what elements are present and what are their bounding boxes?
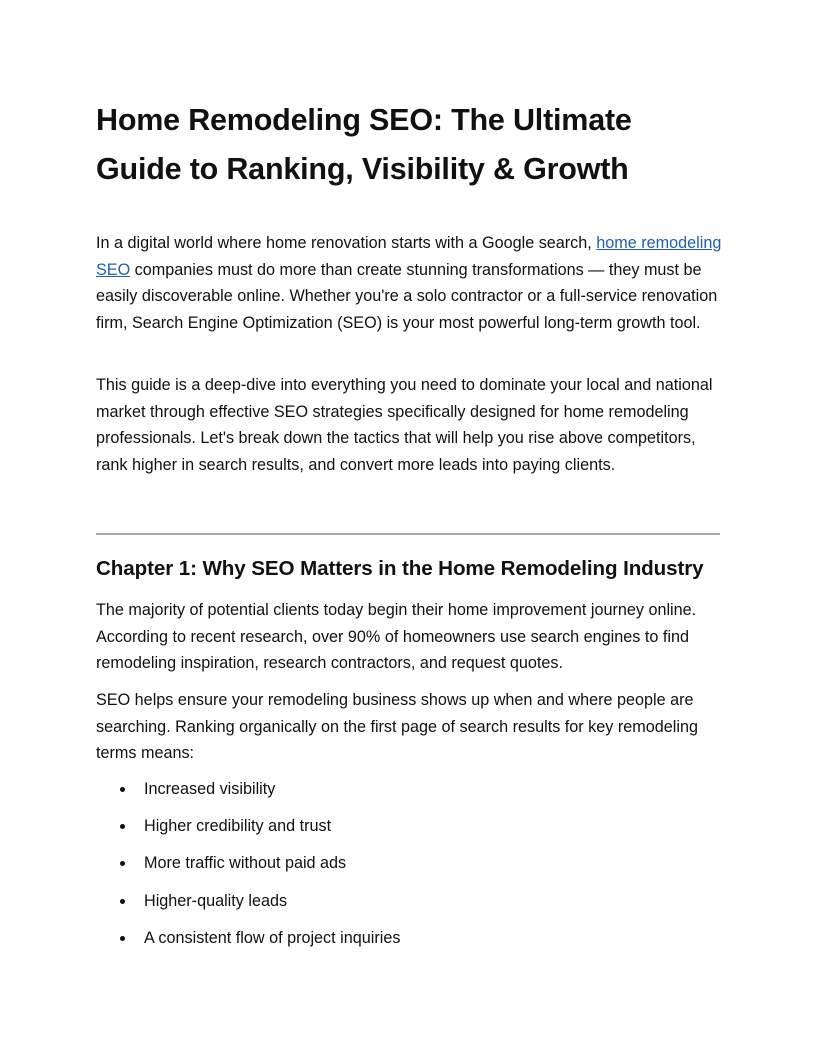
list-item	[96, 925, 720, 962]
list-item-text: Higher-quality leads	[144, 891, 288, 910]
guide-overview-paragraph: This guide is a deep-dive into everything you need to dominate your local and national market through effective SEO strategies specifically designed for home remodeling professionals. Let's break down the tactics that will help you rise above competitors, rank higher in search results, and convert more leads into paying clients.	[96, 376, 713, 474]
bullet-icon	[120, 787, 125, 792]
intro-text-before-link: In a digital world where home renovation starts with a Google search,	[96, 234, 597, 252]
list-item	[96, 850, 720, 887]
list-item-text: More traffic without paid ads	[144, 854, 347, 873]
list-item	[96, 888, 720, 925]
bullet-icon	[120, 936, 125, 941]
bullet-icon	[120, 824, 125, 829]
list-item-text: A consistent flow of project inquiries	[144, 928, 401, 947]
list-item	[96, 813, 720, 850]
bullet-icon	[120, 899, 125, 904]
chapter-1-heading: Chapter 1: Why SEO Matters in the Home Remodeling Industry	[96, 557, 704, 580]
intro-text-after-link: companies must do more than create stunning transformations — they must be easily discoverable online. Whether you're a solo contractor or a full-service renovation firm, Search Engine Optimization (SEO) is your most powerful long-term growth tool.	[96, 260, 718, 332]
chapter-1-paragraph-2: SEO helps ensure your remodeling business shows up when and where people are searching. Ranking organically on the first page of search results for key remodeling terms means:	[96, 691, 698, 763]
home-remodeling-seo-link[interactable]: home remodeling SEO	[96, 234, 722, 279]
list-item-text: Increased visibility	[144, 780, 276, 798]
benefits-list	[96, 776, 720, 962]
list-item-text: Higher credibility and trust	[144, 817, 332, 836]
chapter-1-paragraph-1: The majority of potential clients today begin their home improvement journey online. According to recent research, over 90% of homeowners use search engines to find remodeling inspiration, research contractors, and request quotes.	[96, 601, 697, 673]
intro-paragraph	[96, 230, 726, 336]
list-item	[96, 776, 720, 813]
document-title: Home Remodeling SEO: The Ultimate Guide to Ranking, Visibility & Growth	[96, 103, 632, 186]
bullet-icon	[120, 861, 125, 866]
section-divider	[96, 533, 720, 535]
